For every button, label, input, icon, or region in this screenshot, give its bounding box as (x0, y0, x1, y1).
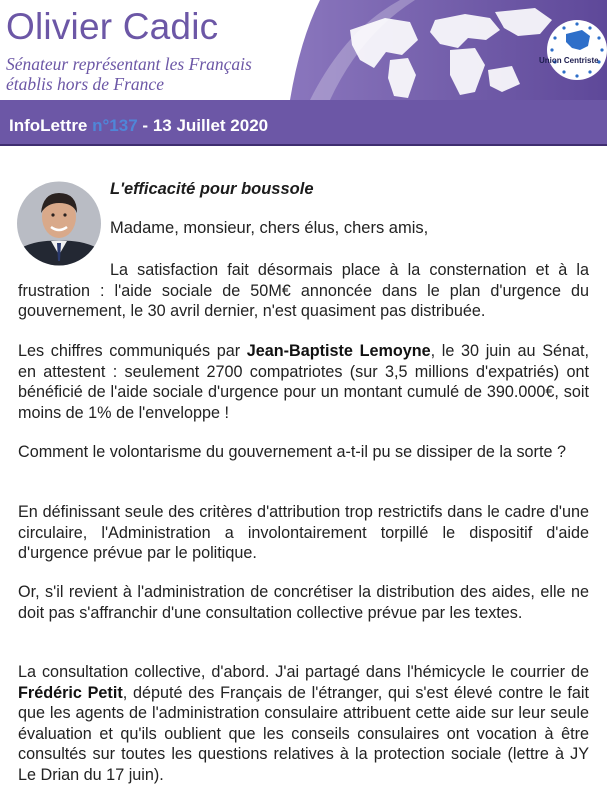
portrait-avatar-icon (15, 181, 103, 266)
article-greeting: Madame, monsieur, chers élus, chers amis, (110, 219, 429, 237)
infolettre-label: InfoLettre (9, 116, 88, 135)
issue-info (9, 116, 268, 136)
paragraph-2-text-b: , le 30 juin au Sénat, en attestent : seulement 2700 compatriotes (sur 3,5 millions d'expatriés) ont bénéficié de l'aide sociale d'urgence pour un montant cumulé de 390.000€, soit moins de 1% de l'enveloppe ! (18, 342, 590, 422)
paragraph-2-name: Jean-Baptiste Lemoyne (246, 342, 431, 360)
newsletter-title: Olivier Cadic (6, 6, 219, 47)
paragraph-6-text-b: , député des Français de l'étranger, qui s'est élevé contre le fait que les agents de l'administration consulaire attribuent cette aide sur leur seule évaluation et qu'ils oublient que les conseils consulaires ont vocation à être consultés sur toutes les questions relatives à la protection sociale (lettre à JY Le Drian du 17 juin). (18, 683, 589, 784)
paragraph-2-text-a: Les chiffres communiqués par (18, 342, 247, 360)
issue-date: 13 Juillet 2020 (152, 116, 269, 135)
issue-bar (0, 100, 607, 146)
world-map-banner-icon (290, 0, 607, 100)
paragraph-4: En définissant seule des critères d'attribution trop restrictifs dans le cadre d'une circulaire, l'Administration a involontairement torpillé le dispositif d'aide d'urgence prévue par le politique. (18, 503, 589, 562)
issue-separator: - (142, 116, 149, 135)
paragraph-1: La satisfaction fait désormais place à la consternation et à la frustration : l'aide sociale de 50M€ annoncée dans le plan d'urgence du gouvernement, le 30 avril dernier, n'est quasiment pas distribuée. (18, 261, 589, 320)
paragraph-6-text-a: La consultation collective, d'abord. J'ai partagé dans l'hémicycle le courrier de (18, 663, 589, 681)
paragraph-2 (18, 341, 589, 423)
paragraph-6 (18, 662, 589, 785)
subtitle-line-2: établis hors de France (6, 74, 164, 94)
paragraph-5: Or, s'il revient à l'administration de concrétiser la distribution des aides, elle ne doit pas s'affranchir d'une consultation collective prévue par les textes. (18, 583, 589, 622)
article-heading: L'efficacité pour boussole (110, 180, 314, 198)
issue-number: n°137 (92, 116, 138, 135)
newsletter-subtitle (6, 54, 252, 94)
paragraph-3: Comment le volontarisme du gouvernement a-t-il pu se dissiper de la sorte ? (18, 443, 566, 461)
header (0, 0, 607, 100)
subtitle-line-1: Sénateur représentant les Français (6, 54, 252, 74)
paragraph-6-name: Frédéric Petit (18, 683, 123, 702)
union-centriste-logo-icon: Union Centriste (539, 56, 599, 65)
